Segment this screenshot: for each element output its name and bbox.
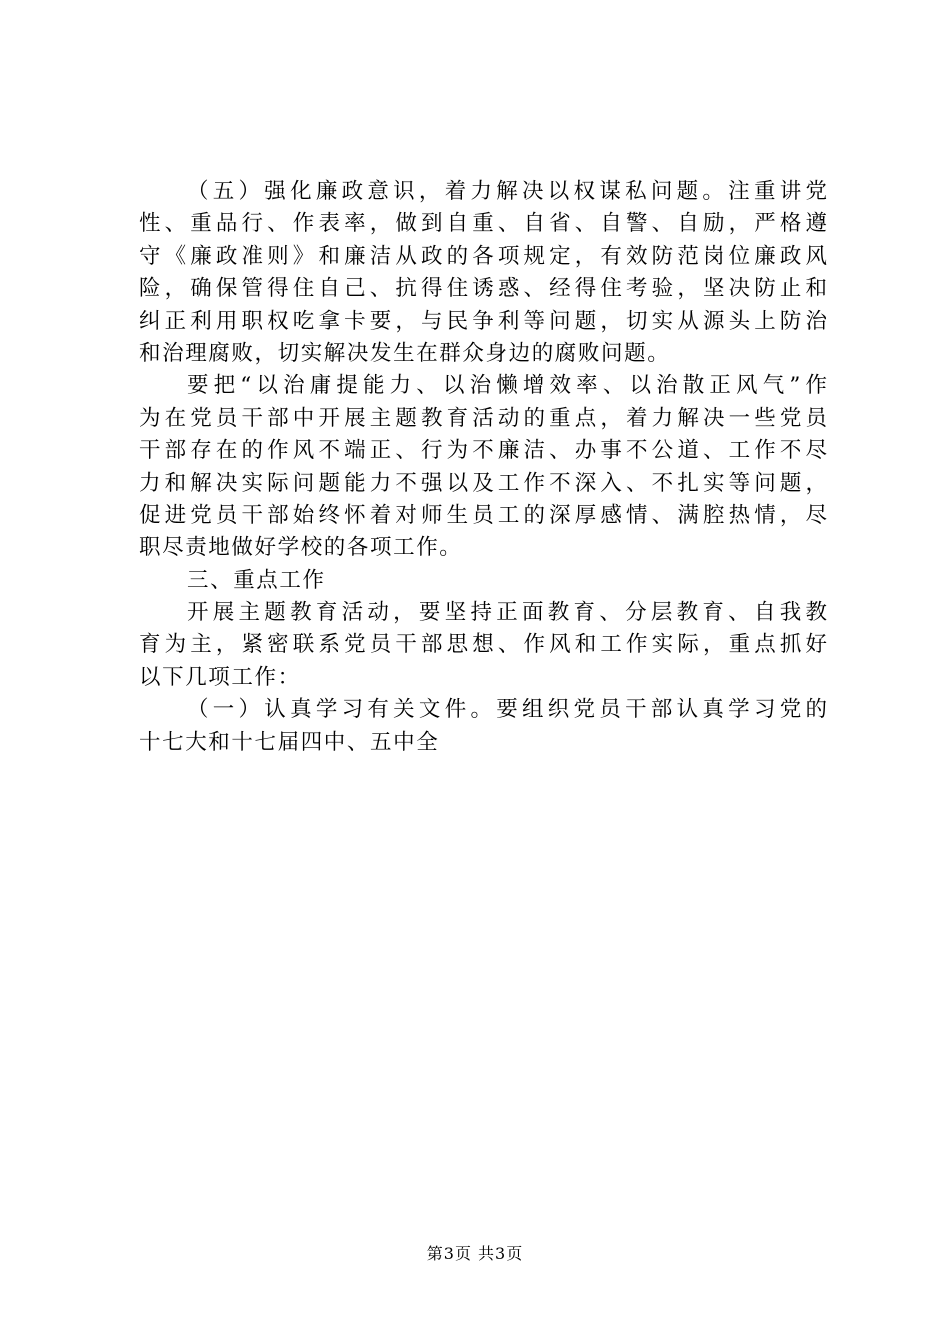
section-heading: 三、重点工作 <box>187 567 326 593</box>
text-line: 促进党员干部始终怀着对师生员工的深厚感情、满腔热情，尽 <box>139 502 827 528</box>
text-line: 和治理腐败，切实解决发生在群众身边的腐败问题。 <box>139 340 671 366</box>
text-line: 纠正利用职权吃拿卡要，与民争利等问题，切实从源头上防治 <box>139 308 827 334</box>
text-line: 守《廉政准则》和廉洁从政的各项规定，有效防范岗位廉政风 <box>139 243 827 269</box>
document-body <box>139 176 827 759</box>
text-line: 性、重品行、作表率，做到自重、自省、自警、自励，严格遵 <box>139 211 827 237</box>
text-line: 力和解决实际问题能力不强以及工作不深入、不扎实等问题， <box>139 470 827 496</box>
text-line: （五）强化廉政意识，着力解决以权谋私问题。注重讲党 <box>187 179 827 204</box>
page-number: 第3页 共3页 <box>426 1244 524 1263</box>
text-line: 十七大和十七届四中、五中全 <box>139 729 440 755</box>
text-line: 干部存在的作风不端正、行为不廉洁、办事不公道、工作不尽 <box>139 438 827 464</box>
text-line: （一）认真学习有关文件。要组织党员干部认真学习党的 <box>187 697 827 723</box>
text-line: 开展主题教育活动，要坚持正面教育、分层教育、自我教 <box>187 600 827 626</box>
text-line: 险，确保管得住自己、抗得住诱惑、经得住考验，坚决防止和 <box>139 276 827 302</box>
text-line: 以下几项工作： <box>139 664 301 690</box>
text-line: 职尽责地做好学校的各项工作。 <box>139 535 463 561</box>
text-line: 育为主，紧密联系党员干部思想、作风和工作实际，重点抓好 <box>139 632 827 658</box>
text-line: 为在党员干部中开展主题教育活动的重点，着力解决一些党员 <box>139 405 827 431</box>
text-line: 要把“以治庸提能力、以治懒增效率、以治散正风气”作 <box>187 373 827 399</box>
